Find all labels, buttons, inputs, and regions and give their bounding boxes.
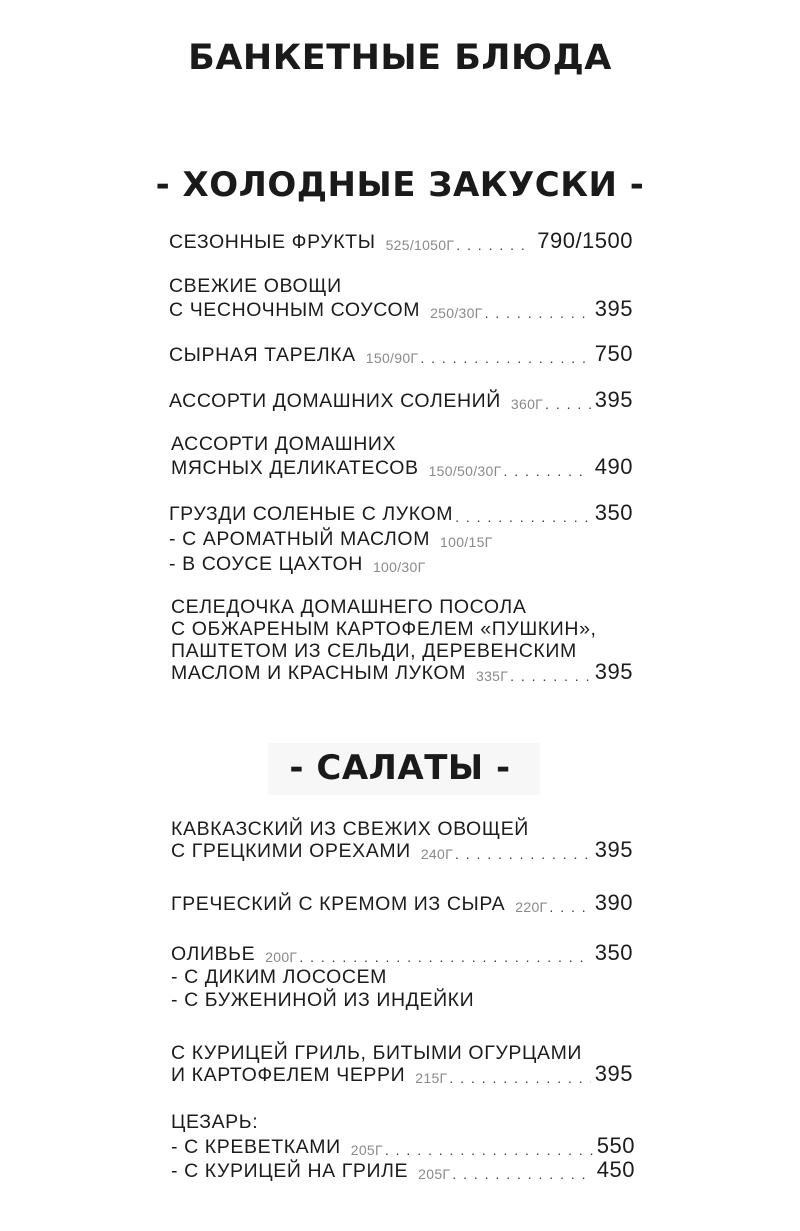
item-price: 390	[594, 890, 633, 915]
item-price: 750	[594, 341, 633, 366]
dot-leader	[455, 510, 591, 524]
item-name: ГРУЗДИ СОЛЕНЫЕ С ЛУКОМ	[169, 502, 454, 525]
menu-item-chicken-grill-salad	[171, 1059, 633, 1085]
item-price: 790/1500	[537, 228, 633, 253]
option-name: - С АРОМАТНЫЙ МАСЛОМ	[169, 527, 431, 550]
item-weight: 150/50/30Г	[428, 463, 502, 479]
item-price: 350	[594, 940, 633, 965]
menu-item-option	[171, 1131, 635, 1157]
item-name-line: СВЕЖИЕ ОВОЩИ	[169, 274, 342, 297]
item-price: 395	[594, 837, 633, 862]
item-name: И КАРТОФЕЛЕМ ЧЕРРИ	[171, 1063, 406, 1086]
menu-item-caesar	[171, 1106, 635, 1132]
dot-leader	[449, 1071, 590, 1085]
item-name: МЯСНЫХ ДЕЛИКАТЕСОВ	[171, 456, 419, 479]
option-weight: 205Г	[350, 1142, 383, 1158]
item-price: 490	[594, 454, 633, 479]
item-name: АССОРТИ ДОМАШНИХ СОЛЕНИЙ	[169, 389, 501, 412]
dot-leader	[549, 900, 590, 914]
item-weight: 335Г	[475, 668, 509, 684]
item-name: С ЧЕСНОЧНЫМ СОУСОМ	[169, 298, 421, 321]
menu-item-meat-assortment	[171, 452, 633, 478]
menu-item-option	[169, 548, 633, 574]
menu-item-fresh-vegetables	[169, 294, 633, 320]
item-weight: 215Г	[415, 1070, 448, 1086]
section-title-salads: - САЛАТЫ -	[289, 748, 511, 788]
menu-item-greek-salad	[171, 888, 633, 914]
menu-item-option	[171, 984, 635, 1010]
option-name: - С ДИКИМ ЛОСОСЕМ	[171, 965, 387, 988]
dot-leader	[420, 351, 590, 365]
item-weight: 360Г	[510, 396, 544, 412]
option-name: - С КУРИЦЕЙ НА ГРИЛЕ	[171, 1159, 409, 1182]
option-name: - С БУЖЕНИНОЙ ИЗ ИНДЕЙКИ	[171, 988, 475, 1011]
item-weight: 220Г	[515, 899, 548, 915]
option-price: 450	[596, 1157, 635, 1182]
menu-item-fresh-vegetables-line1	[169, 270, 633, 296]
item-name: С ГРЕЦКИМИ ОРЕХАМИ	[171, 839, 411, 862]
menu-item-seasonal-fruits	[169, 226, 633, 252]
menu-item-salted-mushrooms	[169, 498, 633, 524]
item-price: 395	[594, 387, 633, 412]
item-weight: 525/1050Г	[385, 237, 455, 253]
item-name-line: СЕЛЕДОЧКА ДОМАШНЕГО ПОСОЛА	[171, 595, 527, 618]
item-price: 395	[594, 1061, 633, 1086]
item-name-line: АССОРТИ ДОМАШНИХ	[171, 432, 397, 455]
item-weight: 240Г	[420, 846, 453, 862]
option-weight: 205Г	[418, 1166, 451, 1182]
menu-item-cheese-plate	[169, 339, 633, 365]
item-weight: 200Г	[265, 949, 298, 965]
item-name: МАСЛОМ И КРАСНЫМ ЛУКОМ	[171, 661, 466, 684]
item-name: ГРЕЧЕСКИЙ С КРЕМОМ ИЗ СЫРА	[171, 892, 506, 915]
item-price: 350	[594, 500, 633, 525]
item-weight: 150/90Г	[365, 350, 419, 366]
section-title-cold-appetizers: - ХОЛОДНЫЕ ЗАКУСКИ -	[155, 165, 645, 205]
item-price: 395	[594, 659, 633, 684]
page-title: БАНКЕТНЫЕ БЛЮДА	[188, 38, 612, 78]
menu-item-option	[171, 1155, 635, 1181]
menu-item-herring	[171, 657, 633, 683]
menu-item-meat-assortment-line1	[171, 428, 633, 454]
dot-leader	[456, 238, 533, 252]
item-name: СЕЗОННЫЕ ФРУКТЫ	[169, 230, 376, 253]
menu-item-caucasian-salad	[171, 835, 633, 861]
item-weight: 250/30Г	[430, 305, 483, 321]
item-name-line: С КУРИЦЕЙ ГРИЛЬ, БИТЫМИ ОГУРЦАМИ	[171, 1041, 583, 1064]
option-weight: 100/30Г	[372, 559, 426, 575]
item-name: ЦЕЗАРЬ:	[171, 1110, 259, 1133]
item-name-line: ПАШТЕТОМ ИЗ СЕЛЬДИ, ДЕРЕВЕНСКИМ	[171, 639, 577, 662]
menu-item-option	[169, 523, 633, 549]
item-name: ОЛИВЬЕ	[171, 942, 256, 965]
dot-leader	[452, 1167, 592, 1181]
dot-leader	[510, 669, 591, 683]
item-name-line: С ОБЖАРЕНЫМ КАРТОФЕЛЕМ «ПУШКИН»,	[171, 617, 597, 640]
dot-leader	[503, 464, 590, 478]
option-name: - С КРЕВЕТКАМИ	[171, 1135, 341, 1158]
dot-leader	[485, 306, 591, 320]
dot-leader	[545, 397, 591, 411]
option-weight: 100/15Г	[440, 534, 493, 550]
item-name: СЫРНАЯ ТАРЕЛКА	[169, 343, 356, 366]
item-name-line: КАВКАЗСКИЙ ИЗ СВЕЖИХ ОВОЩЕЙ	[171, 817, 529, 840]
option-name: - В СОУСЕ ЦАХТОН	[169, 552, 363, 575]
option-price: 550	[596, 1133, 635, 1158]
item-price: 395	[594, 296, 633, 321]
dot-leader	[455, 847, 591, 861]
menu-item-pickles-assortment	[169, 385, 633, 411]
